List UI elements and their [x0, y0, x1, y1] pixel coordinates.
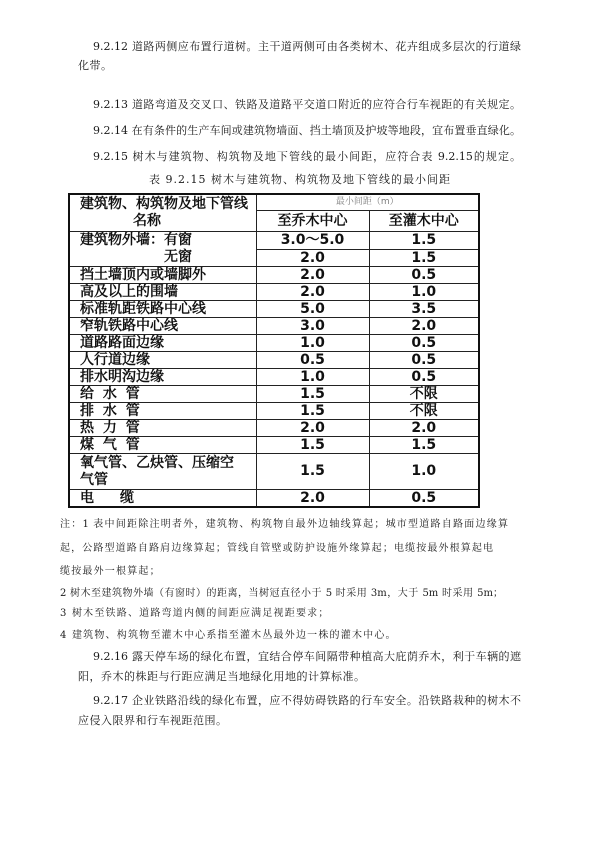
table-row: [69, 490, 479, 508]
row-name-cell: [69, 232, 256, 267]
tree-spacing-cell: 2.0: [256, 490, 369, 508]
shrub-spacing-cell: 0.5: [369, 352, 479, 369]
tree-spacing-cell: 5.0: [256, 301, 369, 318]
shrub-spacing-cell: 不限: [369, 386, 479, 403]
tree-spacing-cell: 2.0: [256, 284, 369, 301]
table-row: [69, 386, 479, 403]
table-row: [69, 232, 479, 250]
table-row: [69, 437, 479, 454]
table-row: [69, 369, 479, 386]
tree-spacing-cell: 0.5: [256, 352, 369, 369]
table-caption: 表 9.2.15 树木与建筑物、构筑物及地下管线的最小间距: [149, 173, 451, 186]
row-name-cell: 道路路面边缘: [69, 335, 256, 352]
row-name: 无窗: [164, 249, 192, 265]
table-row: [69, 301, 479, 318]
table-row: [69, 403, 479, 420]
tree-spacing-cell: 1.5: [256, 454, 369, 490]
clause-line: 9.2.17 企业铁路沿线的绿化布置，应不得妨碍铁路的行车安全。沿铁路栽种的树木不: [93, 694, 521, 707]
clause-line: 化带。: [78, 59, 113, 72]
shrub-spacing-cell: 0.5: [369, 490, 479, 508]
tree-spacing-cell: 1.0: [256, 369, 369, 386]
row-name-cell: 煤 气 管: [69, 437, 256, 454]
note-line: 4 建筑物、构筑物至灌木中心系指至灌木丛最外边一株的灌木中心。: [60, 630, 397, 641]
table-row: [69, 420, 479, 437]
row-name: 氧气管、乙炔管、压缩空气管: [80, 454, 234, 488]
tree-spacing-cell: 1.5: [256, 437, 369, 454]
row-name-cell: 标准轨距铁路中心线: [69, 301, 256, 318]
row-name-cell: [69, 454, 256, 490]
shrub-spacing-cell: 0.5: [369, 369, 479, 386]
header-name-line: 建筑物、构筑物及地下管线: [80, 196, 248, 212]
shrub-spacing-cell: 1.5: [369, 249, 479, 267]
row-name-cell: 高及以上的围墙: [69, 284, 256, 301]
row-name: 建筑物外墙：有窗: [80, 232, 192, 248]
note-line: 缆按最外一根算起；: [60, 566, 161, 577]
shrub-spacing-cell: 1.5: [369, 232, 479, 250]
header-to-tree-center: 至乔木中心: [256, 211, 369, 232]
tree-spacing-table: [68, 193, 480, 508]
table-header-row: [69, 194, 479, 211]
row-name-cell: 人行道边缘: [69, 352, 256, 369]
table-row: [69, 318, 479, 335]
shrub-spacing-cell: 1.0: [369, 284, 479, 301]
tree-spacing-cell: 2.0: [256, 267, 369, 284]
shrub-spacing-cell: 2.0: [369, 420, 479, 437]
clause-line: 9.2.12 道路两侧应布置行道树。主干道两侧可由各类树木、花卉组成多层次的行道绿: [93, 40, 521, 53]
clause-line: 9.2.14 在有条件的生产车间或建筑物墙面、挡土墙顶及护坡等地段，宜布置垂直绿化。: [93, 124, 521, 137]
shrub-spacing-cell: 1.5: [369, 437, 479, 454]
shrub-spacing-cell: 0.5: [369, 335, 479, 352]
tree-spacing-cell: 2.0: [256, 420, 369, 437]
table-row: [69, 284, 479, 301]
tree-spacing-cell: 1.5: [256, 403, 369, 420]
note-line: 2 树木至建筑物外墙（有窗时）的距离，当树冠直径小于 5 时采用 3m，大于 5m 时采用 5m；: [60, 588, 503, 599]
shrub-spacing-cell: 不限: [369, 403, 479, 420]
clause-line: 9.2.15 树木与建筑物、构筑物及地下管线的最小间距，应符合表 9.2.15的规定。: [93, 150, 521, 163]
row-name-cell: 排水明沟边缘: [69, 369, 256, 386]
clause-line: 阳，乔木的株距与行距应满足当地绿化用地的计算标准。: [78, 670, 366, 683]
table-row: [69, 454, 479, 490]
table-row: [69, 267, 479, 284]
header-name-line: 名称: [133, 213, 161, 229]
header-to-shrub-center: 至灌木中心: [369, 211, 479, 232]
row-name-cell: 热 力 管: [69, 420, 256, 437]
tree-spacing-cell: 1.5: [256, 386, 369, 403]
note-line: 注：1 表中间距除注明者外，建筑物、构筑物自最外边轴线算起；城市型道路自路面边缘算: [60, 519, 508, 530]
row-name-cell: 挡土墙顶内或墙脚外: [69, 267, 256, 284]
note-line: 起，公路型道路自路肩边缘算起；管线自管壁或防护设施外缘算起；电缆按最外根算起电: [60, 543, 493, 554]
tree-spacing-cell: 3.0: [256, 318, 369, 335]
clause-line: 9.2.13 道路弯道及交叉口、铁路及道路平交道口附近的应符合行车视距的有关规定。: [93, 98, 521, 111]
tree-spacing-cell: 1.0: [256, 335, 369, 352]
row-name-cell: 电 缆: [69, 490, 256, 508]
row-name-cell: 给 水 管: [69, 386, 256, 403]
shrub-spacing-cell: 0.5: [369, 267, 479, 284]
table-row: [69, 335, 479, 352]
shrub-spacing-cell: 2.0: [369, 318, 479, 335]
row-name-cell: 窄轨铁路中心线: [69, 318, 256, 335]
header-name-column: [69, 194, 256, 232]
tree-spacing-cell: 3.0～5.0: [256, 232, 369, 250]
note-line: 3 树木至铁路、道路弯道内侧的间距应满足视距要求；: [60, 608, 330, 619]
header-min-spacing-group: 最小间距（m）: [256, 194, 479, 211]
table-row: [69, 352, 479, 369]
clause-line: 应侵入限界和行车视距范围。: [78, 714, 228, 727]
shrub-spacing-cell: 3.5: [369, 301, 479, 318]
clause-line: 9.2.16 露天停车场的绿化布置，宜结合停车间隔带种植高大庇荫乔木，利于车辆的遮: [93, 650, 521, 663]
tree-spacing-cell: 2.0: [256, 249, 369, 267]
shrub-spacing-cell: 1.0: [369, 454, 479, 490]
row-name-cell: 排 水 管: [69, 403, 256, 420]
